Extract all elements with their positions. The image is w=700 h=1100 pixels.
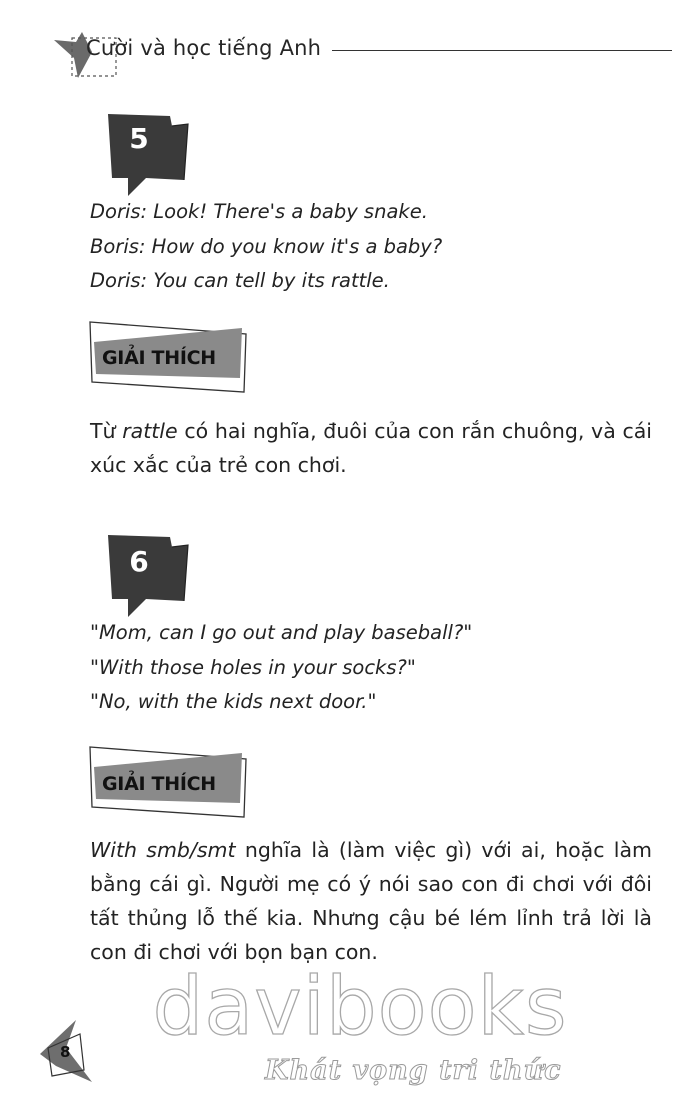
joke-dialogue	[90, 195, 442, 299]
dialogue-line: Boris: How do you know it's a baby?	[90, 234, 443, 258]
joke-number: 6	[129, 545, 149, 578]
dialogue-line: "Mom, can I go out and play baseball?"	[90, 621, 473, 644]
explanation-term: With smb/smt	[90, 838, 236, 862]
explanation-label-text: GIẢI THÍCH	[102, 773, 216, 795]
running-header	[52, 28, 682, 88]
explanation-text-post: nghĩa là (làm việc gì) với ai, hoặc làm bằng cái gì. Người mẹ có ý nói sao con đi chơi với đôi tất thủng lỗ thế kia. Nhưng cậu bé lém lỉnh trả lời là con đi chơi với bọn bạn con.	[90, 838, 652, 964]
publisher-tagline: Khát vọng tri thức	[265, 1055, 562, 1086]
dialogue-line: "With those holes in your socks?"	[90, 655, 416, 679]
page-number: 8	[60, 1043, 71, 1061]
header-rule	[332, 50, 672, 51]
joke-number-badge	[106, 533, 206, 623]
explanation-paragraph	[90, 414, 652, 482]
explanation-paragraph	[90, 833, 652, 969]
dialogue-line: Doris: You can tell by its rattle.	[90, 269, 390, 292]
explanation-text-post: có hai nghĩa, đuôi của con rắn chuông, và cái xúc xắc của trẻ con chơi.	[90, 419, 652, 477]
explanation-text-pre: Từ	[90, 419, 123, 443]
explanation-term: rattle	[122, 419, 178, 443]
explanation-label	[86, 320, 256, 398]
joke-dialogue	[90, 616, 472, 720]
publisher-watermark: davibooks	[152, 960, 568, 1053]
joke-number-badge	[106, 112, 206, 202]
joke-number: 5	[129, 122, 149, 155]
book-title: Cười và học tiếng Anh	[86, 36, 322, 60]
explanation-label	[86, 745, 256, 823]
dialogue-line: Doris: Look! There's a baby snake.	[90, 200, 428, 223]
dialogue-line: "No, with the kids next door."	[90, 690, 377, 713]
explanation-label-text: GIẢI THÍCH	[102, 347, 216, 369]
